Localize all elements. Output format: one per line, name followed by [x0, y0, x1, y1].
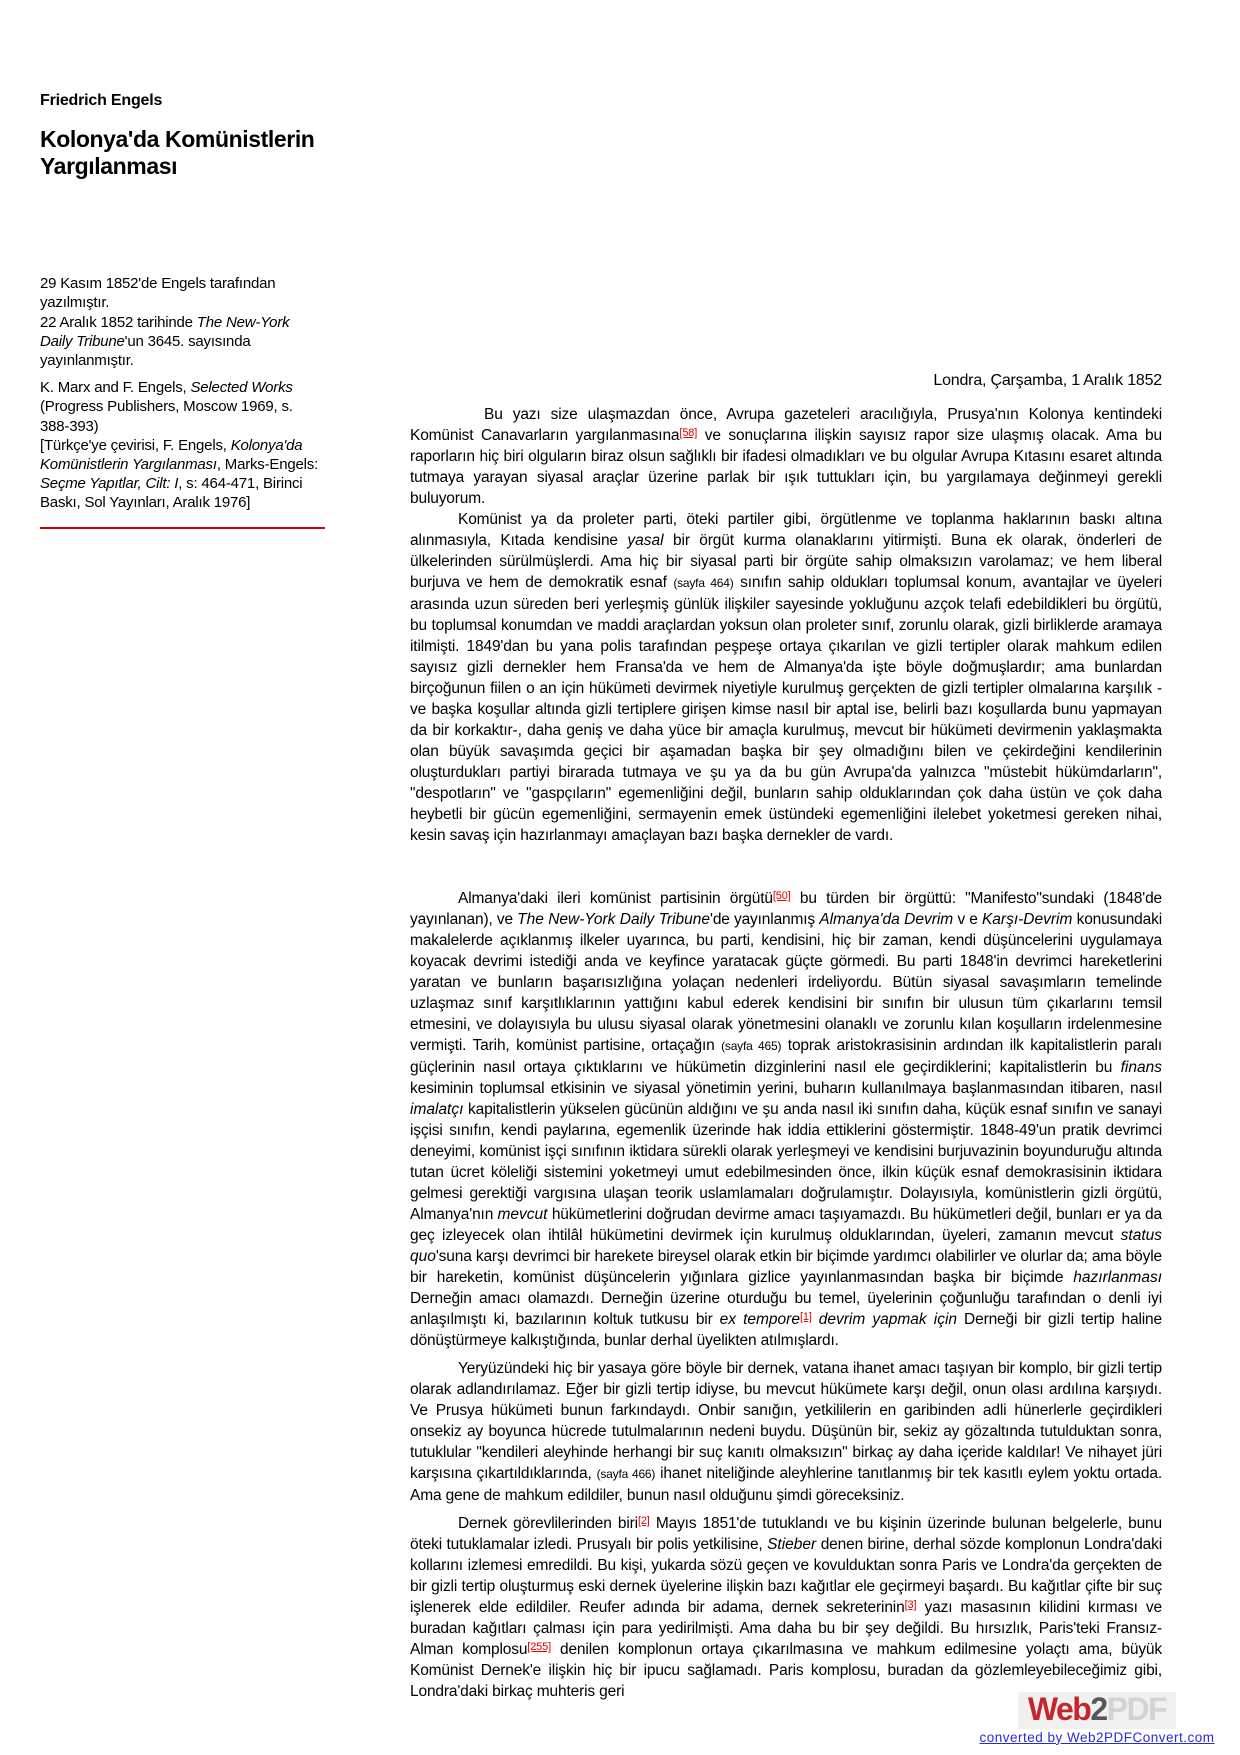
italic-text: imalatçı	[410, 1101, 464, 1118]
text-run: 'suna karşı devrimci bir harekete bireysel olarak etkin bir biçimde yardımcı olabilirler ve olurlar da; ama böyle bir hareketin, komünist düşüncelerin yığınlara gizlice yayınlanmasından başka bir biçimde	[410, 1248, 1162, 1286]
article	[410, 372, 1162, 1702]
page-title: Kolonya'da Komünistlerin Yargılanması	[40, 126, 315, 180]
logo-web-text: Web	[1027, 1691, 1091, 1727]
italic-text: devrim yapmak için	[818, 1311, 958, 1328]
italic-text: mevcut	[497, 1206, 548, 1223]
italic-text: ex tempore	[719, 1311, 800, 1328]
text-run: sınıfın sahip oldukları toplumsal konum, avantajlar ve üyeleri arasında uzun süreden beri yerleşmiş günlük ilişkiler sayesinde yokluğunu azçok telafi edebildikleri bu örgütü, bu toplumsal konumdan ve maddi araçlardan yoksun olan proleter sınıf, zorunlu olarak, gizli birliklerde aramaya itilmişti. 1849'dan bu yana polis tarafından peşpeşe ortaya çıkarılan ve gizli tertipler olarak mahkum edilen sayısız gizli dernekler hem Fransa'da ve hem de Almanya'da işte böyle doğmuşlardır; ama bunlardan birçoğunun fiilen o an için hükümeti devirmek niyetiyle kurulmuş gerçekten de gizli tertipler olmalarına karşılık -ve başka koşullar altında gizli tertiplere girişen kimse nasıl bir aptal ise, belirli bazı koşullarda bunu yapmayan da bir korkaktır-, daha geniş ve daha yüce bir amaçla kurulmuş, mevcut bir hükümeti devirmenin yaklaşmakta olan büyük savaşımda geçici bir aşamadan başka bir şey olmadığını bilen ve çekirdeğini kendilerinin oluşturdukları partiyi birarada tutmaya ve şu ya da bu gün Avrupa'da yalnızca "müstebit hükümdarların", "despotların" ve "gaspçıların" egemenliğini değil, bunların sahip olduklarından çok daha üstün ve çok daha heybetli bir gücün egemenliğini, sermayenin emek üstündeki egemenliğini ilelebet yoketmesi gereken nihai, kesin savaş için hazırlanmayı amaçlayan bazı başka dernekler de vardı.	[410, 574, 1162, 844]
text-run: Mayıs 1851'de tutuklandı ve bu kişinin üzerinde bulunan belgelerle, bunu öteki tutuklamalar izledi. Prusyalı bir polis yetkilisine,	[410, 1515, 1162, 1553]
text-run: Dernek görevlilerinden biri	[458, 1515, 638, 1532]
text-run: Komünist ya da proleter parti, öteki partiler gibi, örgütlenme ve toplanma haklarının baskı altına alınmasıyla, Kıtada kendisine	[410, 511, 1162, 549]
footnote-link[interactable]: [50]	[772, 890, 791, 902]
italic-text: Stieber	[767, 1536, 817, 1553]
text-run: ihanet niteliğinde aleyhlerine tanıtlanmış bir tek kasıtlı eylem yoktu ortada. Ama gene de mahkum edildiler, bunun nasıl olduğunu şimdi göreceksiniz.	[410, 1465, 1162, 1504]
sidebar	[40, 92, 325, 529]
sidebar-notes	[40, 274, 325, 512]
text-run: 'un 3645. sayısında yayınlanmıştır.	[40, 332, 251, 369]
italic-text: yasal	[627, 532, 664, 549]
italic-text: hazırlanması	[1073, 1269, 1162, 1286]
text-run: kesiminin toplumsal etkisinin ve siyasal yönetimin yerini, buharın kullanılmaya başlanmasından itibaren, nasıl	[410, 1080, 1162, 1097]
text-run: bir örgüt kurma olanaklarını yitirmişti. Buna ek olarak, önderleri de ülkelerinden sürülmüşlerdi. Ama hiç bir siyasal parti bir örgüte sahip olmaksızın varolamaz; ve hem liberal burjuva ve hem de demokratik esnaf	[410, 532, 1163, 591]
text-run: denilen komplonun ortaya çıkarılmasına ve mahkum edilmesine yolaçtı ama, büyük Komünist Dernek'e ilişkin hiç bir ipucu sağlamadı. Paris komplosu, buradan da gözlemleyebileceğimiz gibi, Londra'daki birkaç muhteris geri	[410, 1641, 1162, 1700]
text-run: kapitalistlerin yükselen gücünün aldığını ve şu anda nasıl iki sınıfın daha, küçük esnaf sınıfın ve sanayi işçisi sınıfın, kendi paylarına, egemenlik üzerinde hak iddia ettiklerini göstermiştir. 1848-49'un pratik devrimci deneyimi, komünist işçi sınıfının iktidara sürekli olarak yerleşmeyi ve kendisini burjuvazinin boyunduruğu altında tutan ücret köleliği sistemini yoketmeyi umut edebilmesinden önce, ilkin küçük esnaf demokrasisinin iktidara gelmesi gerektiği vargısına ulaşan teorik uslamlamaları doğrulamıştır. Dolayısıyla, komünistlerin gizli örgütü, Almanya'nın	[410, 1101, 1162, 1223]
text-run: denen birine, derhal sözde komplonun Londra'daki kollarını izlemesi emredildi. Bu kişi, yukarda sözü geçen ve kovulduktan sonra Paris ve Londra'da gerçekten de bir gizli tertip oluşturmuş eski dernek üyelerine ilişkin bazı kağıtlar ele geçirmeyi başardı. Bu kağıtlar çifte bir suç işlenerek elde edildiler. Reufer adında bir adama, dernek sekreterinin	[410, 1536, 1162, 1616]
text-run: , s: 464-471, Birinci Baskı, Sol Yayınları, Aralık 1976]	[40, 475, 303, 512]
text-run: hükümetlerini doğrudan devirme amacı taşıyamazdı. Bu hükümetleri değil, bunları er ya da geç izleyecek olan ihtilâl hükümetini devirmek için kurulmuş olduklarından, üyeleri, zamanın mevcut	[410, 1206, 1162, 1244]
text-run: Almanya'daki ileri komünist partisinin örgütü	[458, 890, 773, 907]
text-run: konusundaki makalelerde açıklanmış ilkeler uyarınca, bu parti, kendisini, hiç bir zaman, kendi düşüncelerini uygulamaya koyacak devrimi istediği anda ve keyfince yaratacak güçte görmedi. Bu parti 1848'in devrimci hareketlerini yaratan ve bunların başarısızlığına yolaçan nedenleri irdeliyordu. Bütün siyasal savaşımların temelinde uzlaşmaz sınıf karşıtlıklarının yattığını kabul ederek kendisini bir sınıfın bir ulusun tüm çıkarlarını temsil etmesini, ve dolayısıyla bu ulusu siyasal olarak yönetmesini olanaklı ve zorunlu kılan koşulların irdelenmesine vermişti. Tarih, komünist partisine, ortaçağın	[410, 911, 1162, 1054]
page-ref: (sayfa 465)	[721, 1039, 782, 1053]
page-ref: (sayfa 464)	[673, 576, 734, 590]
paragraph	[410, 888, 1162, 1351]
text-run: yazı masasının kilidini kırması ve buradan kağıtları çalması için para yedirilmişti. Ama daha bu bir şey değildi. Bu hırsızlık, Paris'teki Fransız-Alman komplosu	[410, 1599, 1162, 1658]
text-run: v e	[953, 911, 982, 928]
sidebar-divider	[40, 527, 325, 529]
text-run: [Türkçe'ye çevirisi, F. Engels,	[40, 436, 231, 454]
paragraph	[410, 404, 1162, 509]
italic-text: finans	[1120, 1059, 1162, 1076]
italic-text: The New-York Daily Tribune	[517, 911, 711, 928]
page-ref: (sayfa 466)	[596, 1467, 656, 1481]
text-run: Derneğin amacı olamazdı. Derneğin üzerine oturduğu bu temel, üyelerinin çoğunluğu tarafından o denli iyi anlaşılmıştı ki, bazılarının koltuk tutkusu bir	[410, 1290, 1162, 1328]
article-body	[410, 404, 1162, 1702]
paragraph	[410, 509, 1162, 846]
footnote-link[interactable]: [3]	[904, 1599, 917, 1611]
footnote-link[interactable]: [255]	[527, 1641, 552, 1653]
author-name: Friedrich Engels	[40, 92, 163, 109]
logo-two-text: 2	[1090, 1691, 1107, 1727]
text-run: Bu yazı size ulaşmazdan önce, Avrupa gazeteleri aracılığıyla, Prusya'nın Kolonya kentindeki Komünist Canavarların yargılanmasına	[410, 406, 1162, 444]
logo-pdf-text: PDF	[1106, 1691, 1167, 1727]
text-run: Derneği bir gizli tertip haline dönüştürmeye kalkıştığında, bunlar derhal üyelikten atılmışlardı.	[410, 1311, 1162, 1349]
text-run: 29 Kasım 1852'de Engels tarafından yazılmıştır.	[40, 275, 276, 312]
web2pdf-convert-link[interactable]: converted by Web2PDFConvert.com	[979, 1729, 1215, 1745]
footnote-link[interactable]: [58]	[679, 427, 698, 439]
text-run: bu türden bir örgüttü: "Manifesto"sundaki (1848'de yayınlanan), ve	[410, 890, 1163, 928]
paragraph	[410, 1358, 1162, 1506]
italic-text: status quo	[410, 1227, 1162, 1265]
web2pdf-logo	[1018, 1692, 1176, 1729]
text-run: K. Marx and F. Engels,	[40, 379, 191, 397]
sidebar-note	[40, 274, 325, 370]
italic-text: Seçme Yapıtlar, Cilt: I	[40, 475, 179, 493]
text-run: (Progress Publishers, Moscow 1969, s. 388-393)	[40, 398, 293, 435]
footnote-link[interactable]: [1]	[799, 1311, 812, 1323]
dateline: Londra, Çarşamba, 1 Aralık 1852	[933, 372, 1162, 389]
text-run	[812, 1311, 819, 1328]
text-run: toprak aristokrasisinin ardından ilk kapitalistlerin paralı güçlerinin nasıl ortaya çıktıklarını ve hükümetin dizginlerini nasıl ele geçirdiklerini; kapitalistlerin bu	[410, 1037, 1162, 1076]
text-run: ve sonuçlarına ilişkin sayısız rapor size ulaşmış olacak. Ama bu raporların hiç biri olguların biraz olsun sağlıklı bir ifadesi olmadıkları ve bu olgular Avrupa Kıtasını esaret altında tutmaya yarayan siyasal araçlar üzerine parlak bir ışık tuttukları için, bu yargılamaya değinmeyi gerekli buluyorum.	[410, 427, 1162, 507]
italic-text: Kolonya'da Komünistlerin Yargılanması	[40, 436, 303, 473]
sidebar-note	[40, 378, 325, 512]
footnote-link[interactable]: [2]	[637, 1515, 650, 1527]
text-run: 22 Aralık 1852 tarihinde	[40, 313, 197, 331]
italic-text: Almanya'da Devrim	[819, 911, 954, 928]
web2pdf-footer	[978, 1692, 1216, 1745]
text-run: Yeryüzündeki hiç bir yasaya göre böyle bir dernek, vatana ihanet amacı taşıyan bir komplo, bir gizli tertip olarak adlandırılamaz. Eğer bir gizli tertip idiyse, bu mevcut hükümete karşı değil, onun olası ardılına karşıydı. Ve Prusya hükümeti bunun farkındaydı. Onbir sanığın, yetkililerin en garibinden adli hünerlerle geçirdikleri onsekiz ay boyunca hücrede tutulmalarının nedeni buydu. Düşünün bir, sekiz ay gözaltında tutulduktan sonra, tutuklular "kendileri aleyhinde herhangi bir suç kanıtı olmaksızın" birkaç ay daha içeride kaldılar! Ve nihayet jüri karşısına çıkartıldıklarında,	[410, 1360, 1162, 1482]
italic-text: Karşı-Devrim	[981, 911, 1073, 928]
text-run: , Marks-Engels:	[216, 455, 319, 473]
italic-text: The New-York Daily Tribune	[40, 313, 290, 350]
italic-text: Selected Works	[190, 379, 293, 397]
paragraph	[410, 1513, 1162, 1702]
text-run: 'de yayınlanmış	[710, 911, 820, 928]
